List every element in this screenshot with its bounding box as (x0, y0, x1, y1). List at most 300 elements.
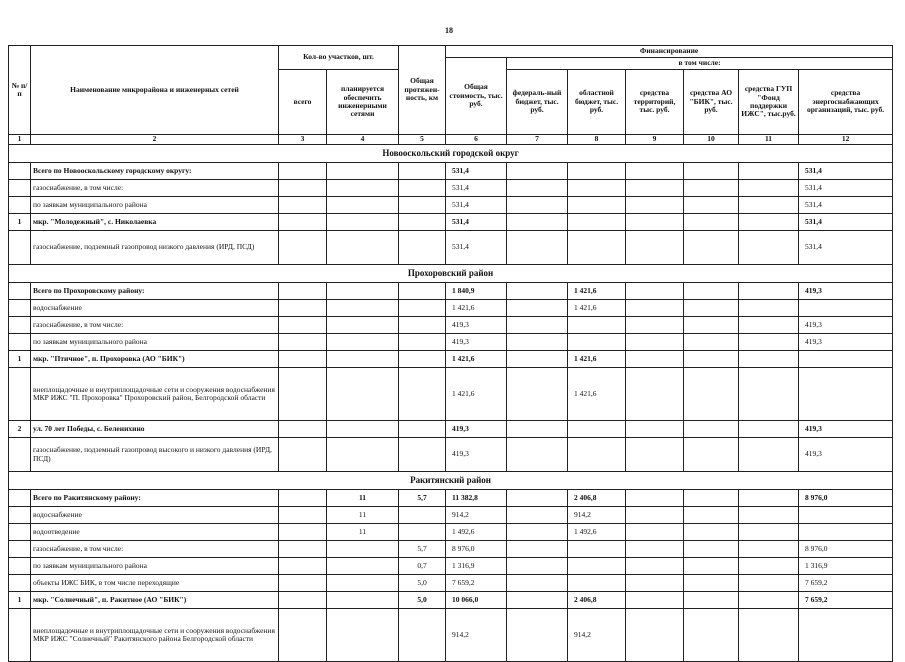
federal-budget (507, 163, 568, 180)
table-row (9, 214, 893, 231)
federal-budget (507, 575, 568, 592)
federal-budget (507, 231, 568, 265)
row-num (9, 180, 31, 197)
header-plots: Кол-во участков, шт. (279, 46, 399, 70)
row-name: газоснабжение, в том числе: (31, 180, 279, 197)
cost-total: 419,3 (446, 334, 507, 351)
regional-budget: 1 421,6 (568, 368, 626, 421)
plots-total (279, 592, 327, 609)
fund-ijs (739, 558, 799, 575)
row-name: по заявкам муниципального района (31, 558, 279, 575)
plots-planned (327, 351, 399, 368)
cost-total: 10 066,0 (446, 592, 507, 609)
plots-total (279, 575, 327, 592)
territory-funds (626, 490, 684, 507)
row-num (9, 541, 31, 558)
plots-planned: 11 (327, 507, 399, 524)
section-title: Новооскольский городской округ (9, 145, 893, 163)
length-km (399, 507, 446, 524)
page-number: 18 (445, 26, 453, 35)
cost-total: 914,2 (446, 609, 507, 662)
bik-funds (684, 368, 739, 421)
row-num (9, 334, 31, 351)
row-name: газоснабжение, в том числе: (31, 541, 279, 558)
plots-total (279, 421, 327, 438)
territory-funds (626, 507, 684, 524)
plots-total (279, 490, 327, 507)
bik-funds (684, 317, 739, 334)
row-name: Всего по Прохоровскому району: (31, 283, 279, 300)
plots-total (279, 231, 327, 265)
row-num (9, 609, 31, 662)
federal-budget (507, 334, 568, 351)
plots-planned (327, 558, 399, 575)
bik-funds (684, 283, 739, 300)
plots-planned (327, 180, 399, 197)
bik-funds (684, 575, 739, 592)
federal-budget (507, 609, 568, 662)
length-km: 5,7 (399, 490, 446, 507)
table-row (9, 231, 893, 265)
energy-orgs: 419,3 (799, 438, 893, 472)
regional-budget: 914,2 (568, 609, 626, 662)
territory-funds (626, 197, 684, 214)
energy-orgs (799, 368, 893, 421)
federal-budget (507, 592, 568, 609)
row-name: газоснабжение, подземный газопровод высокого и низкого давления (ИРД, ПСД) (31, 438, 279, 472)
row-num (9, 438, 31, 472)
row-num: 1 (9, 351, 31, 368)
row-name: мкр. "Солнечный", п. Ракитное (АО "БИК") (31, 592, 279, 609)
regional-budget: 2 406,8 (568, 490, 626, 507)
plots-total (279, 163, 327, 180)
plots-planned (327, 541, 399, 558)
fund-ijs (739, 490, 799, 507)
row-name: водоотведение (31, 524, 279, 541)
header-fund: средства ГУП "Фонд поддержки ИЖС", тыс.руб. (739, 70, 799, 135)
territory-funds (626, 421, 684, 438)
fund-ijs (739, 283, 799, 300)
regional-budget (568, 541, 626, 558)
fund-ijs (739, 507, 799, 524)
col-index: 5 (399, 135, 446, 145)
regional-budget (568, 180, 626, 197)
cost-total: 7 659,2 (446, 575, 507, 592)
plots-planned (327, 575, 399, 592)
regional-budget (568, 197, 626, 214)
energy-orgs: 419,3 (799, 421, 893, 438)
cost-total: 8 976,0 (446, 541, 507, 558)
federal-budget (507, 490, 568, 507)
row-name: внеплощадочные и внутриплощадочные сети и сооружения водоснабжения МКР ИЖС "П. Прохоровка" Прохоровский район, Белгородской области (31, 368, 279, 421)
table-row (9, 283, 893, 300)
energy-orgs (799, 507, 893, 524)
cost-total: 531,4 (446, 163, 507, 180)
cost-total: 531,4 (446, 231, 507, 265)
col-index: 10 (684, 135, 739, 145)
energy-orgs: 7 659,2 (799, 592, 893, 609)
regional-budget (568, 575, 626, 592)
energy-orgs: 8 976,0 (799, 490, 893, 507)
row-name: внеплощадочные и внутриплощадочные сети и сооружения водоснабжения МКР ИЖС "Солнечный" Ракитянского района Белгородской области (31, 609, 279, 662)
energy-orgs (799, 351, 893, 368)
regional-budget: 2 406,8 (568, 592, 626, 609)
energy-orgs: 531,4 (799, 197, 893, 214)
territory-funds (626, 575, 684, 592)
header-length: Общая протяжен-ность, км (399, 46, 446, 135)
fund-ijs (739, 231, 799, 265)
bik-funds (684, 163, 739, 180)
energy-orgs (799, 300, 893, 317)
row-num (9, 231, 31, 265)
section-header-row (9, 145, 893, 163)
bik-funds (684, 300, 739, 317)
territory-funds (626, 438, 684, 472)
plots-planned (327, 214, 399, 231)
cost-total: 419,3 (446, 421, 507, 438)
row-num (9, 558, 31, 575)
plots-total (279, 524, 327, 541)
fund-ijs (739, 524, 799, 541)
bik-funds (684, 490, 739, 507)
table-row (9, 197, 893, 214)
energy-orgs: 531,4 (799, 214, 893, 231)
territory-funds (626, 214, 684, 231)
regional-budget: 1 421,6 (568, 283, 626, 300)
row-num (9, 575, 31, 592)
cost-total: 1 316,9 (446, 558, 507, 575)
territory-funds (626, 592, 684, 609)
fund-ijs (739, 421, 799, 438)
federal-budget (507, 558, 568, 575)
column-index-row (9, 135, 893, 145)
plots-total (279, 541, 327, 558)
row-name: мкр. "Птичное", п. Прохоровка (АО "БИК") (31, 351, 279, 368)
row-num: 2 (9, 421, 31, 438)
fund-ijs (739, 541, 799, 558)
federal-budget (507, 180, 568, 197)
fund-ijs (739, 300, 799, 317)
length-km (399, 163, 446, 180)
energy-orgs: 8 976,0 (799, 541, 893, 558)
row-num (9, 368, 31, 421)
plots-total (279, 300, 327, 317)
row-num (9, 283, 31, 300)
plots-total (279, 507, 327, 524)
regional-budget: 914,2 (568, 507, 626, 524)
fund-ijs (739, 334, 799, 351)
plots-planned: 11 (327, 490, 399, 507)
federal-budget (507, 524, 568, 541)
row-num (9, 524, 31, 541)
header-including: в том числе: (507, 58, 893, 70)
header-energy: средства энергоснабжающих организаций, тыс. руб. (799, 70, 893, 135)
row-num (9, 507, 31, 524)
fund-ijs (739, 180, 799, 197)
regional-budget (568, 438, 626, 472)
length-km: 5,0 (399, 575, 446, 592)
energy-orgs: 7 659,2 (799, 575, 893, 592)
plots-planned: 11 (327, 524, 399, 541)
bik-funds (684, 180, 739, 197)
energy-orgs: 1 316,9 (799, 558, 893, 575)
section-header-row (9, 472, 893, 490)
row-name: газоснабжение, подземный газопровод низкого давления (ИРД, ПСД) (31, 231, 279, 265)
table-row (9, 592, 893, 609)
header-financing: Финансирование (446, 46, 893, 58)
header-cost-total: Общая стоимость, тыс. руб. (446, 58, 507, 135)
plots-total (279, 283, 327, 300)
row-num: 1 (9, 214, 31, 231)
length-km (399, 334, 446, 351)
bik-funds (684, 351, 739, 368)
fund-ijs (739, 609, 799, 662)
territory-funds (626, 163, 684, 180)
bik-funds (684, 592, 739, 609)
table-row (9, 490, 893, 507)
row-name: по заявкам муниципального района (31, 334, 279, 351)
regional-budget (568, 558, 626, 575)
cost-total: 11 382,8 (446, 490, 507, 507)
energy-orgs: 531,4 (799, 180, 893, 197)
length-km (399, 300, 446, 317)
table-row (9, 609, 893, 662)
fund-ijs (739, 351, 799, 368)
header-plots-planned: планируется обеспечить инженерными сетями (327, 70, 399, 135)
bik-funds (684, 524, 739, 541)
bik-funds (684, 231, 739, 265)
cost-total: 1 421,6 (446, 368, 507, 421)
length-km (399, 351, 446, 368)
federal-budget (507, 317, 568, 334)
row-name: водоснабжение (31, 300, 279, 317)
plots-total (279, 368, 327, 421)
bik-funds (684, 334, 739, 351)
col-index: 3 (279, 135, 327, 145)
plots-planned (327, 609, 399, 662)
territory-funds (626, 368, 684, 421)
plots-total (279, 558, 327, 575)
plots-planned (327, 163, 399, 180)
length-km: 5,7 (399, 541, 446, 558)
section-title: Прохоровский район (9, 265, 893, 283)
plots-planned (327, 231, 399, 265)
plots-total (279, 317, 327, 334)
plots-planned (327, 283, 399, 300)
territory-funds (626, 231, 684, 265)
regional-budget (568, 214, 626, 231)
regional-budget: 1 421,6 (568, 351, 626, 368)
energy-orgs (799, 609, 893, 662)
territory-funds (626, 351, 684, 368)
territory-funds (626, 541, 684, 558)
energy-orgs: 419,3 (799, 317, 893, 334)
table-row (9, 558, 893, 575)
table-row (9, 368, 893, 421)
plots-planned (327, 334, 399, 351)
financing-table (8, 45, 893, 662)
table-row (9, 351, 893, 368)
fund-ijs (739, 575, 799, 592)
federal-budget (507, 421, 568, 438)
bik-funds (684, 421, 739, 438)
plots-planned (327, 438, 399, 472)
plots-planned (327, 197, 399, 214)
length-km (399, 231, 446, 265)
row-name: Всего по Новооскольскому городскому округу: (31, 163, 279, 180)
plots-total (279, 180, 327, 197)
regional-budget (568, 163, 626, 180)
federal-budget (507, 438, 568, 472)
row-name: мкр. "Молодежный", с. Николаевка (31, 214, 279, 231)
col-index: 2 (31, 135, 279, 145)
bik-funds (684, 558, 739, 575)
fund-ijs (739, 368, 799, 421)
row-num (9, 163, 31, 180)
federal-budget (507, 507, 568, 524)
length-km (399, 609, 446, 662)
table-row (9, 575, 893, 592)
energy-orgs (799, 524, 893, 541)
row-num (9, 490, 31, 507)
fund-ijs (739, 317, 799, 334)
plots-total (279, 609, 327, 662)
row-name: ул. 70 лет Победы, с. Беленихино (31, 421, 279, 438)
energy-orgs: 531,4 (799, 163, 893, 180)
territory-funds (626, 180, 684, 197)
length-km (399, 197, 446, 214)
plots-planned (327, 368, 399, 421)
regional-budget: 1 421,6 (568, 300, 626, 317)
cost-total: 1 421,6 (446, 351, 507, 368)
federal-budget (507, 541, 568, 558)
bik-funds (684, 507, 739, 524)
cost-total: 1 421,6 (446, 300, 507, 317)
col-index: 7 (507, 135, 568, 145)
cost-total: 531,4 (446, 197, 507, 214)
federal-budget (507, 368, 568, 421)
cost-total: 531,4 (446, 180, 507, 197)
plots-total (279, 334, 327, 351)
header-plots-total: всего (279, 70, 327, 135)
fund-ijs (739, 214, 799, 231)
header-regional: областной бюджет, тыс. руб. (568, 70, 626, 135)
federal-budget (507, 283, 568, 300)
table-header (9, 46, 893, 145)
table-row (9, 507, 893, 524)
length-km (399, 438, 446, 472)
length-km: 0,7 (399, 558, 446, 575)
table-row (9, 421, 893, 438)
col-index: 1 (9, 135, 31, 145)
row-name: по заявкам муниципального района (31, 197, 279, 214)
regional-budget (568, 317, 626, 334)
territory-funds (626, 609, 684, 662)
length-km (399, 524, 446, 541)
plots-total (279, 214, 327, 231)
plots-planned (327, 421, 399, 438)
length-km (399, 214, 446, 231)
length-km (399, 283, 446, 300)
regional-budget (568, 334, 626, 351)
cost-total: 531,4 (446, 214, 507, 231)
regional-budget: 1 492,6 (568, 524, 626, 541)
row-num: 1 (9, 592, 31, 609)
bik-funds (684, 214, 739, 231)
row-name: Всего по Ракитянскому району: (31, 490, 279, 507)
cost-total: 419,3 (446, 438, 507, 472)
plots-total (279, 197, 327, 214)
row-num (9, 197, 31, 214)
fund-ijs (739, 438, 799, 472)
row-name: газоснабжение, в том числе: (31, 317, 279, 334)
table-row (9, 317, 893, 334)
header-territory: средства территорий, тыс. руб. (626, 70, 684, 135)
plots-planned (327, 592, 399, 609)
regional-budget (568, 231, 626, 265)
plots-planned (327, 317, 399, 334)
col-index: 12 (799, 135, 893, 145)
row-num (9, 317, 31, 334)
table-row (9, 180, 893, 197)
table-row (9, 438, 893, 472)
bik-funds (684, 609, 739, 662)
fund-ijs (739, 163, 799, 180)
table-body (9, 145, 893, 662)
plots-total (279, 351, 327, 368)
federal-budget (507, 197, 568, 214)
federal-budget (507, 300, 568, 317)
territory-funds (626, 300, 684, 317)
energy-orgs: 419,3 (799, 334, 893, 351)
header-name: Наименование микрорайона и инженерных сетей (31, 46, 279, 135)
plots-planned (327, 300, 399, 317)
energy-orgs: 419,3 (799, 283, 893, 300)
fund-ijs (739, 197, 799, 214)
bik-funds (684, 541, 739, 558)
row-name: объекты ИЖС БИК, в том числе переходящие (31, 575, 279, 592)
plots-total (279, 438, 327, 472)
col-index: 11 (739, 135, 799, 145)
table-row (9, 524, 893, 541)
bik-funds (684, 438, 739, 472)
col-index: 6 (446, 135, 507, 145)
territory-funds (626, 317, 684, 334)
header-bik: средства АО "БИК", тыс. руб. (684, 70, 739, 135)
regional-budget (568, 421, 626, 438)
col-index: 4 (327, 135, 399, 145)
cost-total: 1 492,6 (446, 524, 507, 541)
cost-total: 914,2 (446, 507, 507, 524)
col-index: 9 (626, 135, 684, 145)
table-row (9, 334, 893, 351)
fund-ijs (739, 592, 799, 609)
length-km (399, 421, 446, 438)
table-row (9, 163, 893, 180)
length-km (399, 180, 446, 197)
section-header-row (9, 265, 893, 283)
territory-funds (626, 524, 684, 541)
length-km: 5,0 (399, 592, 446, 609)
length-km (399, 317, 446, 334)
territory-funds (626, 334, 684, 351)
row-name: водоснабжение (31, 507, 279, 524)
header-federal: федераль-ный бюджет, тыс. руб. (507, 70, 568, 135)
col-index: 8 (568, 135, 626, 145)
cost-total: 419,3 (446, 317, 507, 334)
federal-budget (507, 214, 568, 231)
bik-funds (684, 197, 739, 214)
